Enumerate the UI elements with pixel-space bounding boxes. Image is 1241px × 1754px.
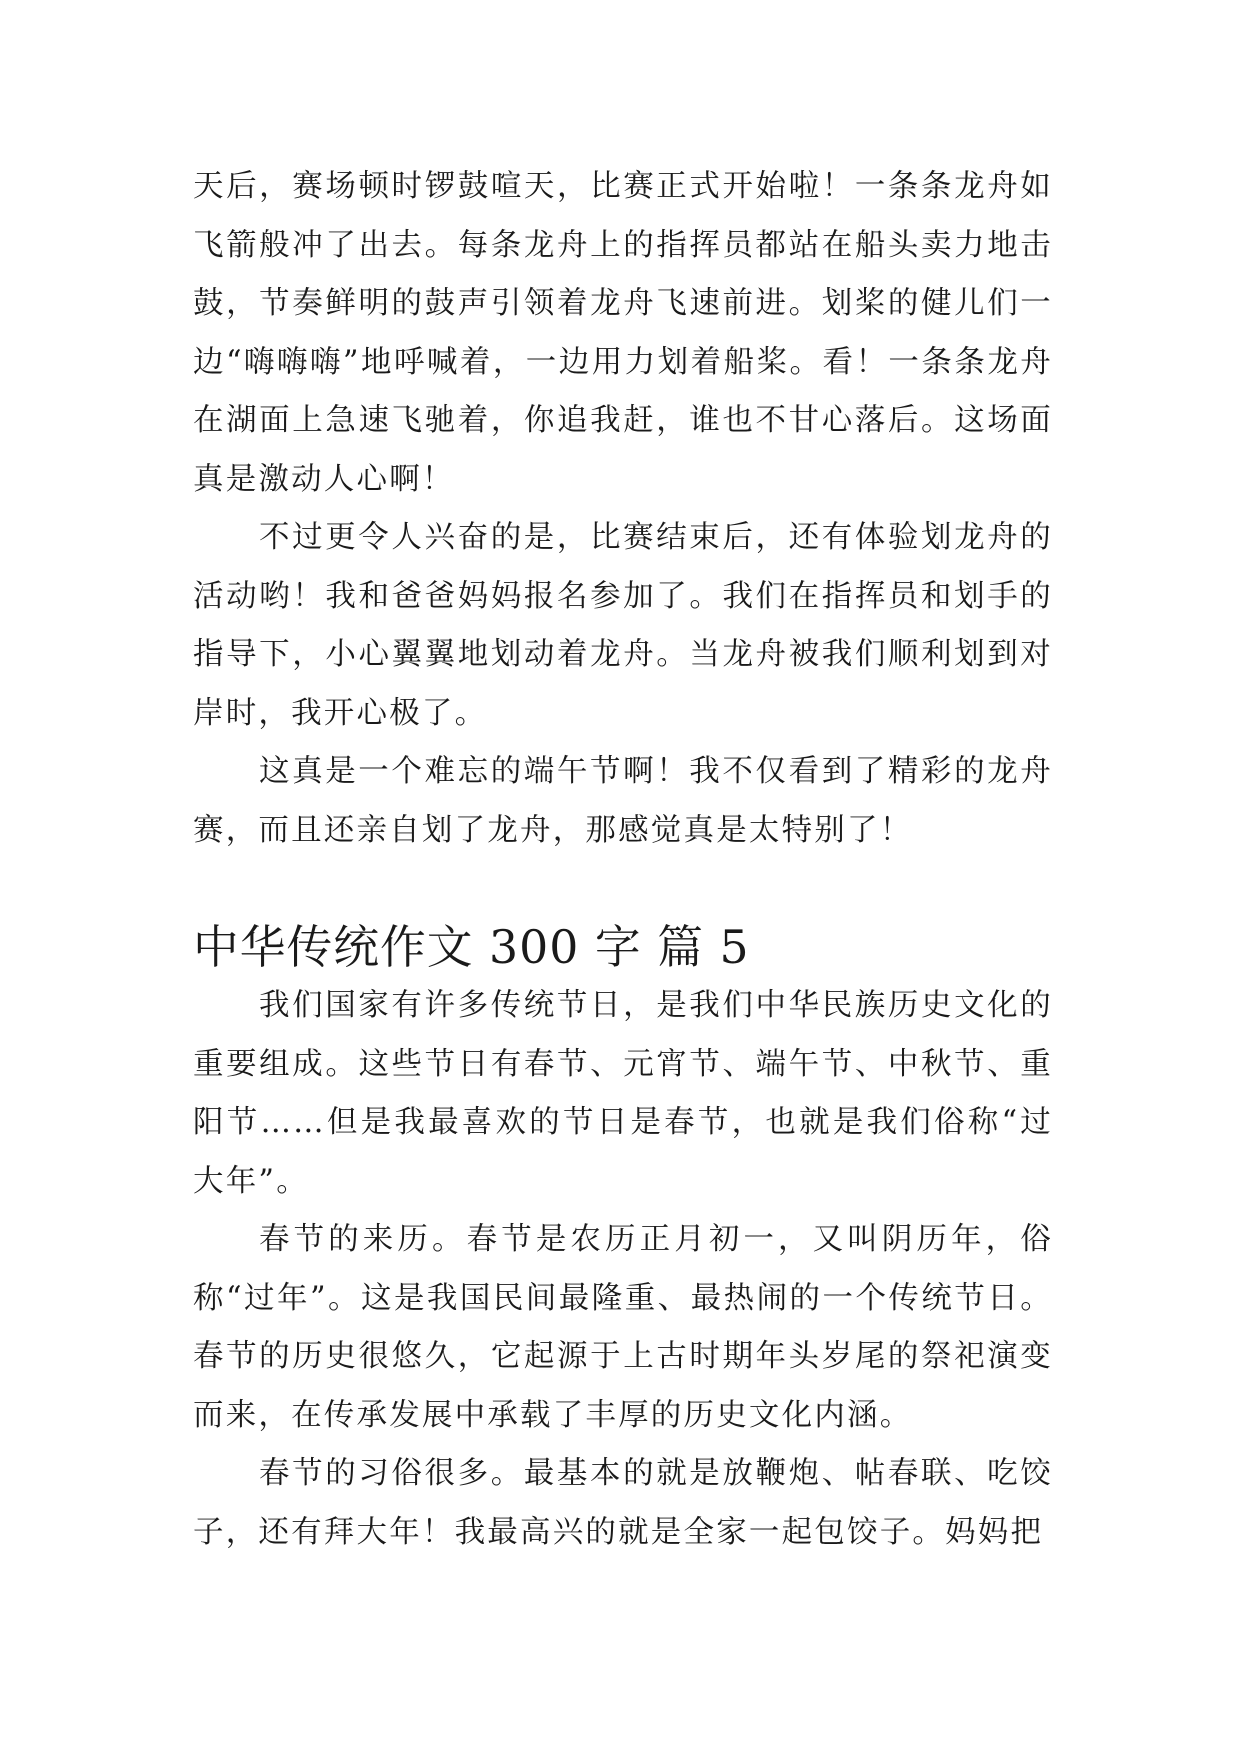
document-body xyxy=(193,158,1053,1562)
paragraph-spring-festival-customs: 春节的习俗很多。最基本的就是放鞭炮、帖春联、吃饺子，还有拜大年！我最高兴的就是全家一起包饺子。妈妈把 xyxy=(193,1456,1053,1550)
section-spacer xyxy=(193,860,1053,919)
essay-heading: 中华传统作文 300 字 篇 5 xyxy=(193,920,750,974)
paragraph-spring-festival-origin: 春节的来历。春节是农历正月初一，又叫阴历年，俗称“过年”。这是我国民间最隆重、最热闹的一个传统节日。春节的历史很悠久，它起源于上古时期年头岁尾的祭祀演变而来，在传承发展中承载了丰厚的历史文化内涵。 xyxy=(193,1222,1053,1433)
paragraph-traditional-festivals: 我们国家有许多传统节日，是我们中华民族历史文化的重要组成。这些节日有春节、元宵节、端午节、中秋节、重阳节……但是我最喜欢的节日是春节，也就是我们俗称“过大年”。 xyxy=(193,988,1053,1199)
paragraph-boat-experience: 不过更令人兴奋的是，比赛结束后，还有体验划龙舟的活动哟！我和爸爸妈妈报名参加了。我们在指挥员和划手的指导下，小心翼翼地划动着龙舟。当龙舟被我们顺利划到对岸时，我开心极了。 xyxy=(193,520,1053,731)
paragraph-dragon-boat-conclusion: 这真是一个难忘的端午节啊！我不仅看到了精彩的龙舟赛，而且还亲自划了龙舟，那感觉真是太特别了！ xyxy=(193,754,1053,848)
paragraph-dragon-boat-race: 天后，赛场顿时锣鼓喧天，比赛正式开始啦！一条条龙舟如飞箭般冲了出去。每条龙舟上的指挥员都站在船头卖力地击鼓，节奏鲜明的鼓声引领着龙舟飞速前进。划桨的健儿们一边“嗨嗨嗨”地呼喊着，一边用力划着船桨。看！一条条龙舟在湖面上急速飞驰着，你追我赶，谁也不甘心落后。这场面真是激动人心啊！ xyxy=(193,169,1053,497)
